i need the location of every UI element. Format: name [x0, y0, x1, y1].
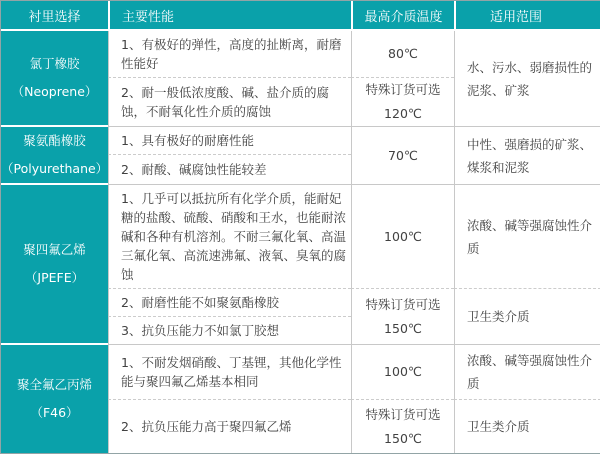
table-row	[1, 185, 600, 289]
performance-cell: 2、抗负压能力高于聚四氟乙烯	[108, 400, 351, 453]
performance-cell: 1、有极好的弹性，高度的扯断离，耐磨性能好	[108, 31, 351, 78]
lining-name-cell	[1, 185, 108, 345]
temperature-cell	[351, 78, 454, 127]
performance-cell: 2、耐磨性能不如聚氨酯橡胶	[108, 289, 351, 317]
table-row	[1, 127, 600, 155]
temp-value: 150℃	[384, 320, 422, 336]
lining-name-cn: 氯丁橡胶	[29, 56, 80, 71]
range-cell: 卫生类介质	[454, 400, 600, 453]
performance-cell: 1、不耐发烟硝酸、丁基锂，其他化学性能与聚四氟乙烯基本相同	[108, 345, 351, 400]
lining-name-en: （Neoprene）	[11, 84, 98, 99]
temp-note: 特殊订货可选	[365, 296, 441, 312]
performance-cell: 2、耐一般低浓度酸、碱、盐介质的腐蚀，不耐氧化性介质的腐蚀	[108, 78, 351, 127]
temperature-cell: 70℃	[351, 127, 454, 185]
temp-value: 150℃	[384, 430, 422, 446]
column-header-performance: 主要性能	[108, 1, 351, 31]
performance-cell: 2、耐酸、碱腐蚀性能较差	[108, 155, 351, 185]
performance-cell: 1、几乎可以抵抗所有化学介质，能耐妃糖的盐酸、硫酸、硝酸和王水，也能耐浓碱和各种有机溶剂。不耐三氟化氧、高温三氟化氧、高流速沸氟、液氧、臭氧的腐蚀	[108, 185, 351, 289]
range-cell: 浓酸、碱等强腐蚀性介质	[454, 185, 600, 289]
performance-cell: 1、具有极好的耐磨性能	[108, 127, 351, 155]
header-row	[1, 1, 600, 31]
temp-note: 特殊订货可选	[365, 406, 441, 422]
lining-name-cell	[1, 31, 108, 127]
table-row	[1, 31, 600, 78]
temp-note: 特殊订货可选	[365, 82, 441, 97]
lining-name-cn: 聚全氟乙丙烯	[16, 377, 92, 392]
lining-name-cell	[1, 345, 108, 453]
lining-name-en: （Polyurethane）	[1, 161, 108, 176]
lining-name-cell	[1, 127, 108, 185]
lining-name-cn: 聚氨酯橡胶	[23, 133, 86, 148]
temperature-cell: 100℃	[351, 185, 454, 289]
lining-name-en: （JPEFE）	[24, 270, 85, 285]
temperature-cell: 100℃	[351, 345, 454, 400]
column-header-lining: 衬里选择	[1, 1, 108, 31]
column-header-range: 适用范围	[454, 1, 600, 31]
lining-name-en: （F46）	[30, 405, 79, 420]
range-cell: 水、污水、弱磨损性的泥浆、矿浆	[454, 31, 600, 127]
range-cell: 中性、强磨损的矿浆、煤浆和泥浆	[454, 127, 600, 185]
temp-value: 120℃	[384, 106, 422, 121]
range-cell: 浓酸、碱等强腐蚀性介质	[454, 345, 600, 400]
temperature-cell	[351, 289, 454, 345]
temperature-cell: 80℃	[351, 31, 454, 78]
column-header-temperature: 最高介质温度	[351, 1, 454, 31]
lining-name-cn: 聚四氟乙烯	[23, 242, 86, 257]
performance-cell: 3、抗负压能力不如氯丁胶想	[108, 317, 351, 345]
range-cell: 卫生类介质	[454, 289, 600, 345]
table-row	[1, 345, 600, 400]
